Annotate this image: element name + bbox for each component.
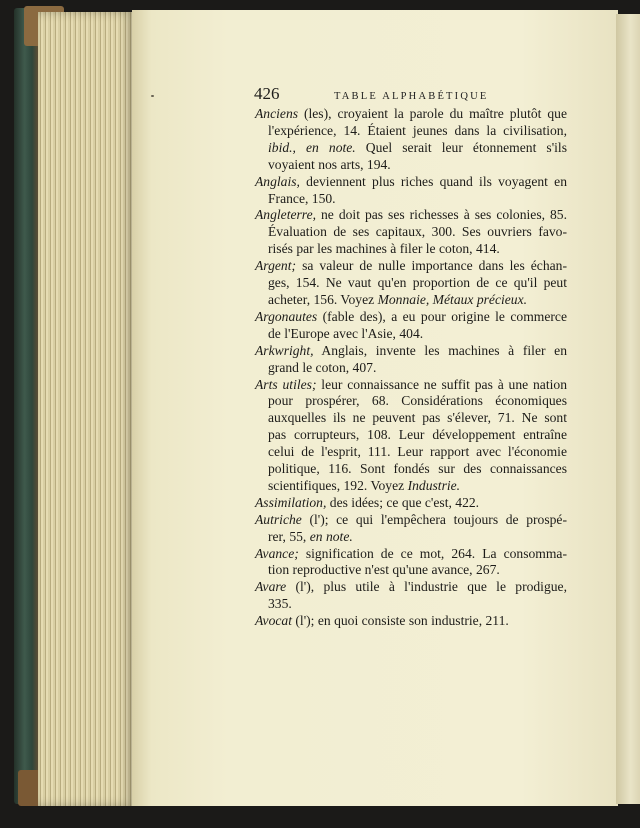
index-line (255, 512, 567, 529)
index-line (255, 292, 567, 309)
index-line (255, 579, 567, 596)
roman-text: (les), croyaient la parole du maître plutôt que (298, 106, 567, 121)
roman-text: leur connaissance ne suffit pas à une nation (316, 376, 567, 392)
italic-text: Monnaie, Métaux précieux. (377, 291, 528, 307)
roman-text: des idées; ce que c'est, 422. (326, 494, 480, 510)
index-line (255, 140, 567, 157)
roman-text: Évaluation de ses capitaux, 300. Ses ouvriers favo- (268, 224, 567, 240)
roman-text: de l'Europe avec l'Asie, 404. (268, 325, 424, 341)
roman-text: (l'); en quoi consiste son industrie, 211. (292, 613, 509, 629)
italic-text: Assimilation, (255, 494, 327, 510)
italic-text: Anglais, (255, 173, 300, 189)
roman-text: signification de ce mot, 264. La consomma- (298, 545, 567, 561)
index-line (255, 157, 567, 174)
italic-text: Angleterre, (255, 207, 317, 223)
roman-text: Anglais, invente les machines à filer en (313, 342, 567, 358)
index-line (255, 461, 567, 478)
index-line (255, 241, 567, 258)
facing-page-edge (616, 14, 640, 804)
page-number: 426 (254, 84, 280, 103)
roman-text: celui de l'esprit, 111. Leur rapport avec l'économie (268, 444, 567, 460)
index-line (255, 174, 567, 191)
roman-text: risés par les machines à filer le coton, 414. (268, 241, 500, 257)
roman-text: Quel serait leur étonnement s'ils (355, 139, 567, 155)
index-line (255, 224, 567, 241)
index-line (255, 106, 567, 123)
index-line (255, 326, 567, 343)
italic-text: Argonautes (255, 308, 318, 324)
index-line (255, 410, 567, 427)
index-line (255, 377, 567, 394)
index-line (255, 529, 567, 546)
roman-text: (fable des), a eu pour origine le commerce (317, 308, 567, 324)
roman-text: auxquelles ils ne peuvent pas s'élever, 71. Ne sont (268, 410, 567, 426)
italic-text: Arkwright, (255, 342, 314, 358)
roman-text: pas corrupteurs, 108. Leur développement entraîne (268, 427, 567, 443)
italic-text: Avocat (255, 613, 292, 629)
ink-speck (151, 95, 154, 97)
roman-text: deviennent plus riches quand ils voyagent en (299, 173, 567, 189)
index-line (255, 444, 567, 461)
roman-text: ges, 154. Ne vaut qu'en proportion de ce qu'il peut (268, 275, 567, 291)
roman-text: ne doit pas ses richesses à ses colonies, 85. (316, 207, 567, 223)
index-line (255, 596, 567, 613)
roman-text: l'expérience, 14. Étaient jeunes dans la civilisation, (268, 122, 567, 138)
italic-text: Arts utiles; (255, 376, 317, 392)
index-line (255, 360, 567, 377)
italic-text: Anciens (255, 106, 299, 121)
index-line (255, 207, 567, 224)
italic-text: Autriche (255, 511, 302, 527)
roman-text: grand le coton, 407. (268, 359, 377, 375)
index-text (255, 106, 567, 630)
roman-text: scientifiques, 192. Voyez (268, 477, 408, 493)
index-line (255, 343, 567, 360)
index-line (255, 393, 567, 410)
roman-text: rer, 55, (268, 528, 310, 544)
index-line (255, 478, 567, 495)
roman-text: 335. (268, 596, 292, 612)
roman-text: (l'), plus utile à l'industrie que le prodigue, (286, 579, 567, 595)
italic-text: Industrie. (407, 477, 461, 493)
index-line (255, 258, 567, 275)
index-line (255, 562, 567, 579)
index-line (255, 123, 567, 140)
roman-text: politique, 116. Sont fondés sur des connaissances (268, 461, 567, 477)
italic-text: ibid., en note. (268, 139, 356, 155)
index-line (255, 275, 567, 292)
roman-text: tion reproductive n'est qu'une avance, 267. (268, 562, 500, 578)
index-line (255, 191, 567, 208)
index-line (255, 613, 567, 630)
roman-text: sa valeur de nulle importance dans les échan- (296, 258, 567, 274)
roman-text: (l'); ce qui l'empêchera toujours de prospé- (301, 511, 567, 527)
italic-text: en note. (309, 528, 353, 544)
index-line (255, 309, 567, 326)
index-line (255, 546, 567, 563)
roman-text: pour prospérer, 68. Considérations économiques (268, 393, 567, 409)
roman-text: acheter, 156. Voyez (268, 291, 378, 307)
roman-text: voyaient nos arts, 194. (268, 156, 391, 172)
running-head: TABLE ALPHABÉTIQUE (334, 91, 489, 102)
roman-text: France, 150. (268, 190, 336, 206)
italic-text: Argent; (255, 258, 297, 274)
italic-text: Avare (255, 579, 287, 595)
italic-text: Avance; (255, 545, 299, 561)
index-line (255, 495, 567, 512)
index-line (255, 427, 567, 444)
page-edges (38, 12, 134, 806)
